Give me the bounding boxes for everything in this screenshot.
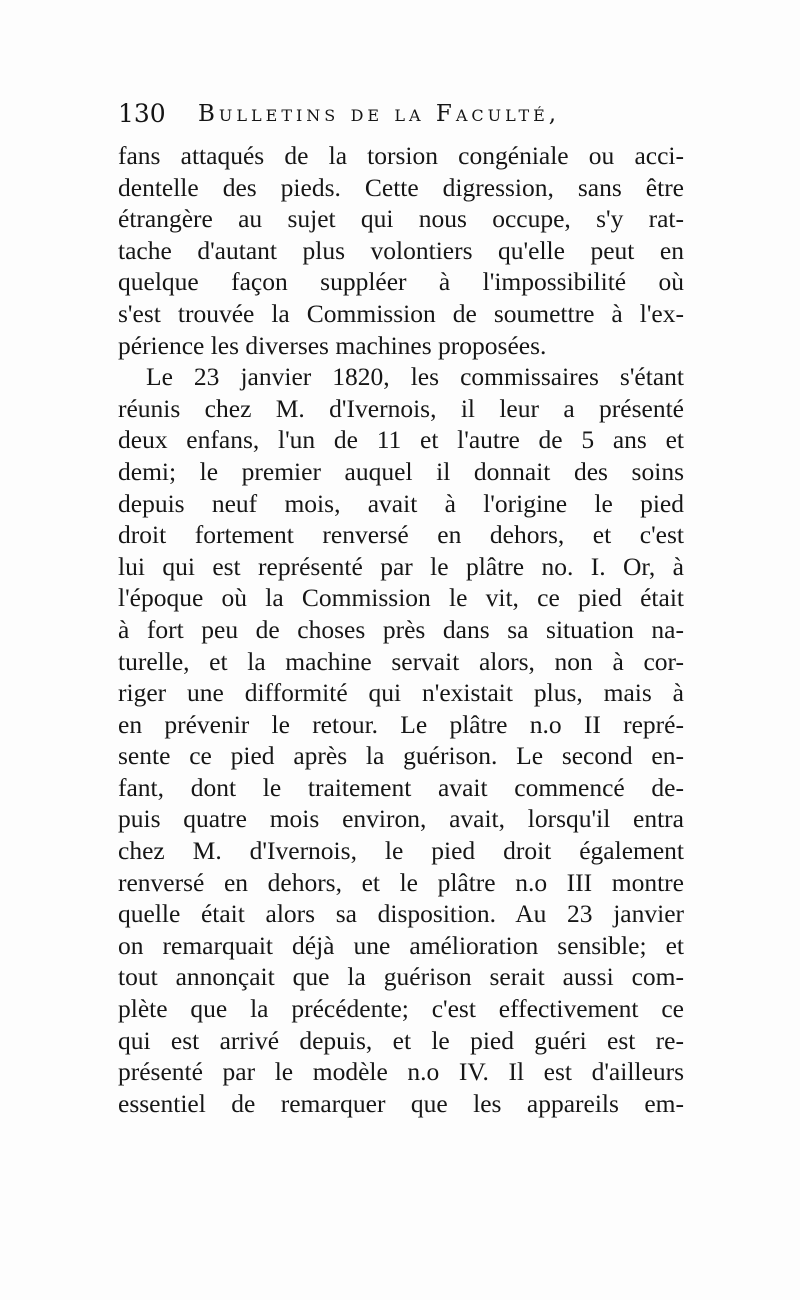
page-number: 130 [118,99,166,128]
text-line: droit fortement renversé en dehors, et c'est [118,520,684,550]
text-line: essentiel de remarquer que les appareils em- [118,1088,684,1118]
running-title: Bulletins de la Faculté, [198,101,561,127]
text-line: qui est arrivé depuis, et le pied guéri est re- [118,1025,684,1055]
text-line: chez M. d'Ivernois, le pied droit également [118,836,684,866]
text-line: riger une difformité qui n'existait plus, mais à [118,678,684,708]
text-line: dentelle des pieds. Cette digression, sans être [118,172,684,202]
text-line: on remarquait déjà une amélioration sensible; et [118,930,684,960]
text-line: fans attaqués de la torsion congéniale ou acci- [118,141,684,170]
text-line: fant, dont le traitement avait commencé de- [118,772,684,802]
text-line: quelque façon suppléer à l'impossibilité où [118,267,684,297]
text-line: étrangère au sujet qui nous occupe, s'y rat- [118,204,684,234]
text-line: tout annonçait que la guérison serait aussi com- [118,962,684,992]
text-line: quelle était alors sa disposition. Au 23 janvier [118,899,684,929]
text-line: à fort peu de choses près dans sa situation na- [118,614,684,644]
text-line: présenté par le modèle n.o IV. Il est d'ailleurs [118,1057,684,1087]
text-line: depuis neuf mois, avait à l'origine le pied [118,488,684,518]
text-line: renversé en dehors, et le plâtre n.o III montre [118,867,684,897]
text-line: s'est trouvée la Commission de soumettre à l'ex- [118,298,684,328]
text-line: réunis chez M. d'Ivernois, il leur a présenté [118,393,684,423]
paragraph-start-line: Le 23 janvier 1820, les commissaires s'étant [146,362,684,392]
text-line: demi; le premier auquel il donnait des soins [118,456,684,486]
page-header [118,98,698,138]
text-line: l'époque où la Commission le vit, ce pied était [118,583,684,613]
text-line: lui qui est représenté par le plâtre no. I. Or, à [118,551,684,581]
text-line: turelle, et la machine servait alors, non à cor- [118,646,684,676]
text-line: périence les diverses machines proposées. [118,330,547,360]
text-line: sente ce pied après la guérison. Le second en- [118,741,684,771]
text-line: puis quatre mois environ, avait, lorsqu'il entra [118,804,684,834]
text-line: tache d'autant plus volontiers qu'elle peut en [118,235,684,265]
body-text [118,140,684,1119]
text-line: plète que la précédente; c'est effectivement ce [118,994,684,1024]
text-line: deux enfans, l'un de 11 et l'autre de 5 ans et [118,425,684,455]
text-line: en prévenir le retour. Le plâtre n.o II repré- [118,709,684,739]
